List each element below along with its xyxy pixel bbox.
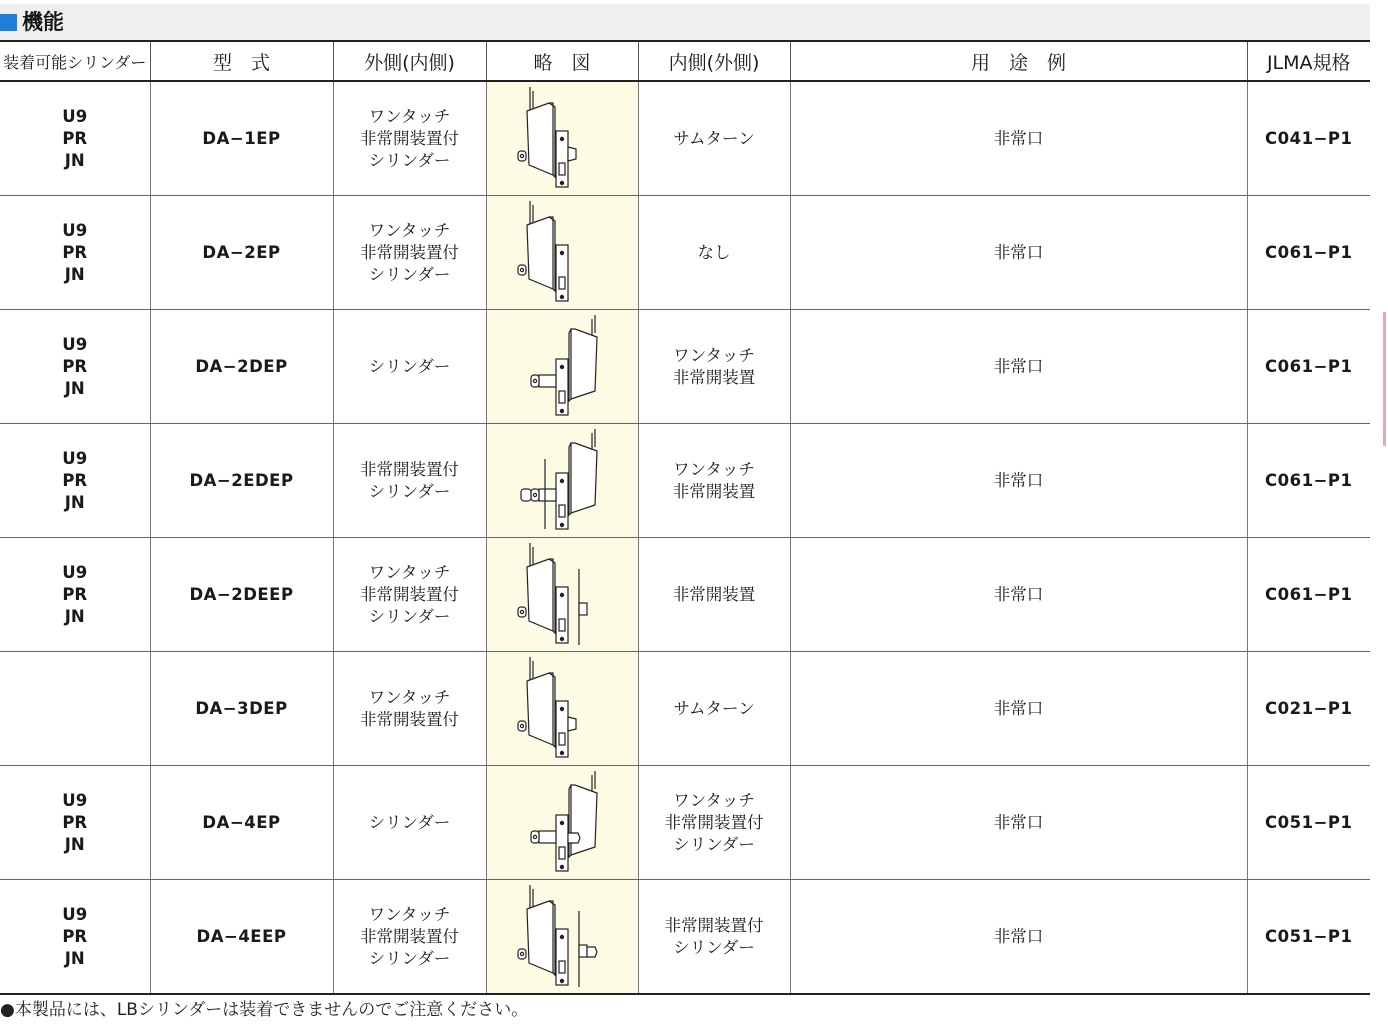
lock-diagram [486,310,638,424]
outer-line: シリンダー [368,481,451,501]
outer-line: 非常開装置付 [360,459,459,479]
series-label: U9 [62,562,88,582]
series-label: U9 [62,790,88,810]
outer-line: シリンダー [368,150,451,170]
section-marker-icon [0,14,17,31]
lock-diagram-icon [487,311,637,423]
col-header-jlma: JLMA規格 [1247,41,1370,81]
outer-line: 非常開装置付 [360,242,459,262]
series-label: JN [64,834,85,854]
table-header-row [0,41,1370,81]
table-row [0,310,1370,424]
model-cell: DA−2EDEP [150,424,333,538]
model-cell: DA−4EEP [150,880,333,995]
series-cell [0,81,150,196]
outer-line: シリンダー [368,264,451,284]
inner-cell [638,310,790,424]
model-cell: DA−2EP [150,196,333,310]
col-header-outer: 外側(内側) [333,41,486,81]
outer-cell [333,538,486,652]
inner-cell [638,424,790,538]
series-cell [0,652,150,766]
table-row [0,652,1370,766]
section-header [0,4,1370,40]
inner-line: ワンタッチ [673,345,755,365]
series-label: U9 [62,220,88,240]
page-edge-tab [1383,312,1386,446]
col-header-diagram: 略 図 [486,41,638,81]
jlma-cell: C051−P1 [1247,766,1370,880]
lock-diagram-icon [487,539,637,651]
series-cell [0,538,150,652]
lock-diagram-icon [487,881,637,993]
inner-cell [638,196,790,310]
lock-diagram [486,880,638,995]
outer-line: シリンダー [368,606,451,626]
series-label: JN [64,606,85,626]
series-label: PR [62,356,88,376]
inner-line: ワンタッチ [673,459,755,479]
lock-diagram [486,652,638,766]
series-label: JN [64,150,85,170]
jlma-cell: C061−P1 [1247,196,1370,310]
lock-diagram [486,538,638,652]
series-cell [0,766,150,880]
outer-line: 非常開装置付 [360,584,459,604]
outer-cell [333,652,486,766]
outer-cell [333,424,486,538]
inner-line: ワンタッチ [673,790,755,810]
inner-line: 非常開装置付 [664,915,764,935]
series-cell [0,880,150,995]
use-cell: 非常口 [790,538,1247,652]
use-cell: 非常口 [790,766,1247,880]
inner-line: サムターン [673,128,755,148]
inner-line: 非常開装置 [672,584,756,604]
outer-cell [333,81,486,196]
outer-line: ワンタッチ [368,220,451,240]
jlma-cell: C051−P1 [1247,880,1370,995]
series-cell [0,424,150,538]
table-row [0,424,1370,538]
jlma-cell: C061−P1 [1247,424,1370,538]
table-row [0,538,1370,652]
series-label: PR [62,128,88,148]
series-cell [0,310,150,424]
model-cell: DA−2DEP [150,310,333,424]
series-label: PR [62,584,88,604]
lock-diagram-icon [487,767,637,879]
series-label: PR [62,926,88,946]
use-cell: 非常口 [790,880,1247,995]
series-label: PR [62,812,88,832]
use-cell: 非常口 [790,81,1247,196]
model-cell: DA−4EP [150,766,333,880]
outer-line: シリンダー [368,812,451,832]
jlma-cell: C061−P1 [1247,310,1370,424]
outer-line: 非常開装置付 [360,128,459,148]
col-header-cylinder: 装着可能シリンダー [0,41,150,81]
lock-diagram-icon [487,83,637,195]
outer-cell [333,766,486,880]
outer-line: シリンダー [368,948,451,968]
lock-diagram [486,81,638,196]
col-header-model: 型 式 [150,41,333,81]
use-cell: 非常口 [790,424,1247,538]
outer-line: 非常開装置付 [360,709,459,729]
series-cell [0,196,150,310]
series-label: JN [64,492,85,512]
inner-line: 非常開装置 [672,481,756,501]
series-label: U9 [62,448,88,468]
inner-cell [638,880,790,995]
outer-line: ワンタッチ [368,904,451,924]
outer-line: シリンダー [368,356,451,376]
inner-cell [638,81,790,196]
inner-line: シリンダー [673,834,755,854]
lock-diagram [486,424,638,538]
series-label: U9 [62,106,88,126]
outer-cell [333,196,486,310]
inner-line: サムターン [673,698,755,718]
inner-line: なし [697,242,731,262]
series-label: PR [62,242,88,262]
section-title: 機能 [22,10,64,34]
inner-cell [638,652,790,766]
col-header-inner: 内側(外側) [638,41,790,81]
outer-line: ワンタッチ [368,687,451,707]
lock-diagram-icon [487,425,637,537]
footnote: ●本製品には、LBシリンダーは装着できませんのでご注意ください。 [0,1000,529,1020]
lock-diagram [486,766,638,880]
lock-diagram-icon [487,197,637,309]
series-label: PR [62,470,88,490]
jlma-cell: C061−P1 [1247,538,1370,652]
inner-line: 非常開装置付 [664,812,764,832]
table-row [0,880,1370,995]
outer-line: ワンタッチ [368,562,451,582]
model-cell: DA−1EP [150,81,333,196]
series-label: U9 [62,334,88,354]
series-label: JN [64,264,85,284]
outer-line: 非常開装置付 [360,926,459,946]
use-cell: 非常口 [790,310,1247,424]
lock-diagram [486,196,638,310]
model-cell: DA−3DEP [150,652,333,766]
inner-cell [638,766,790,880]
table-row [0,196,1370,310]
table-row [0,766,1370,880]
series-label: JN [64,378,85,398]
outer-cell [333,310,486,424]
series-label: U9 [62,904,88,924]
inner-line: 非常開装置 [672,367,756,387]
table-row [0,81,1370,196]
lock-diagram-icon [487,653,637,765]
outer-cell [333,880,486,995]
model-cell: DA−2DEEP [150,538,333,652]
inner-cell [638,538,790,652]
inner-line: シリンダー [673,937,755,957]
use-cell: 非常口 [790,196,1247,310]
jlma-cell: C041−P1 [1247,81,1370,196]
jlma-cell: C021−P1 [1247,652,1370,766]
outer-line: ワンタッチ [368,106,451,126]
use-cell: 非常口 [790,652,1247,766]
series-label: JN [64,948,85,968]
spec-table [0,40,1370,995]
col-header-use: 用 途 例 [790,41,1247,81]
